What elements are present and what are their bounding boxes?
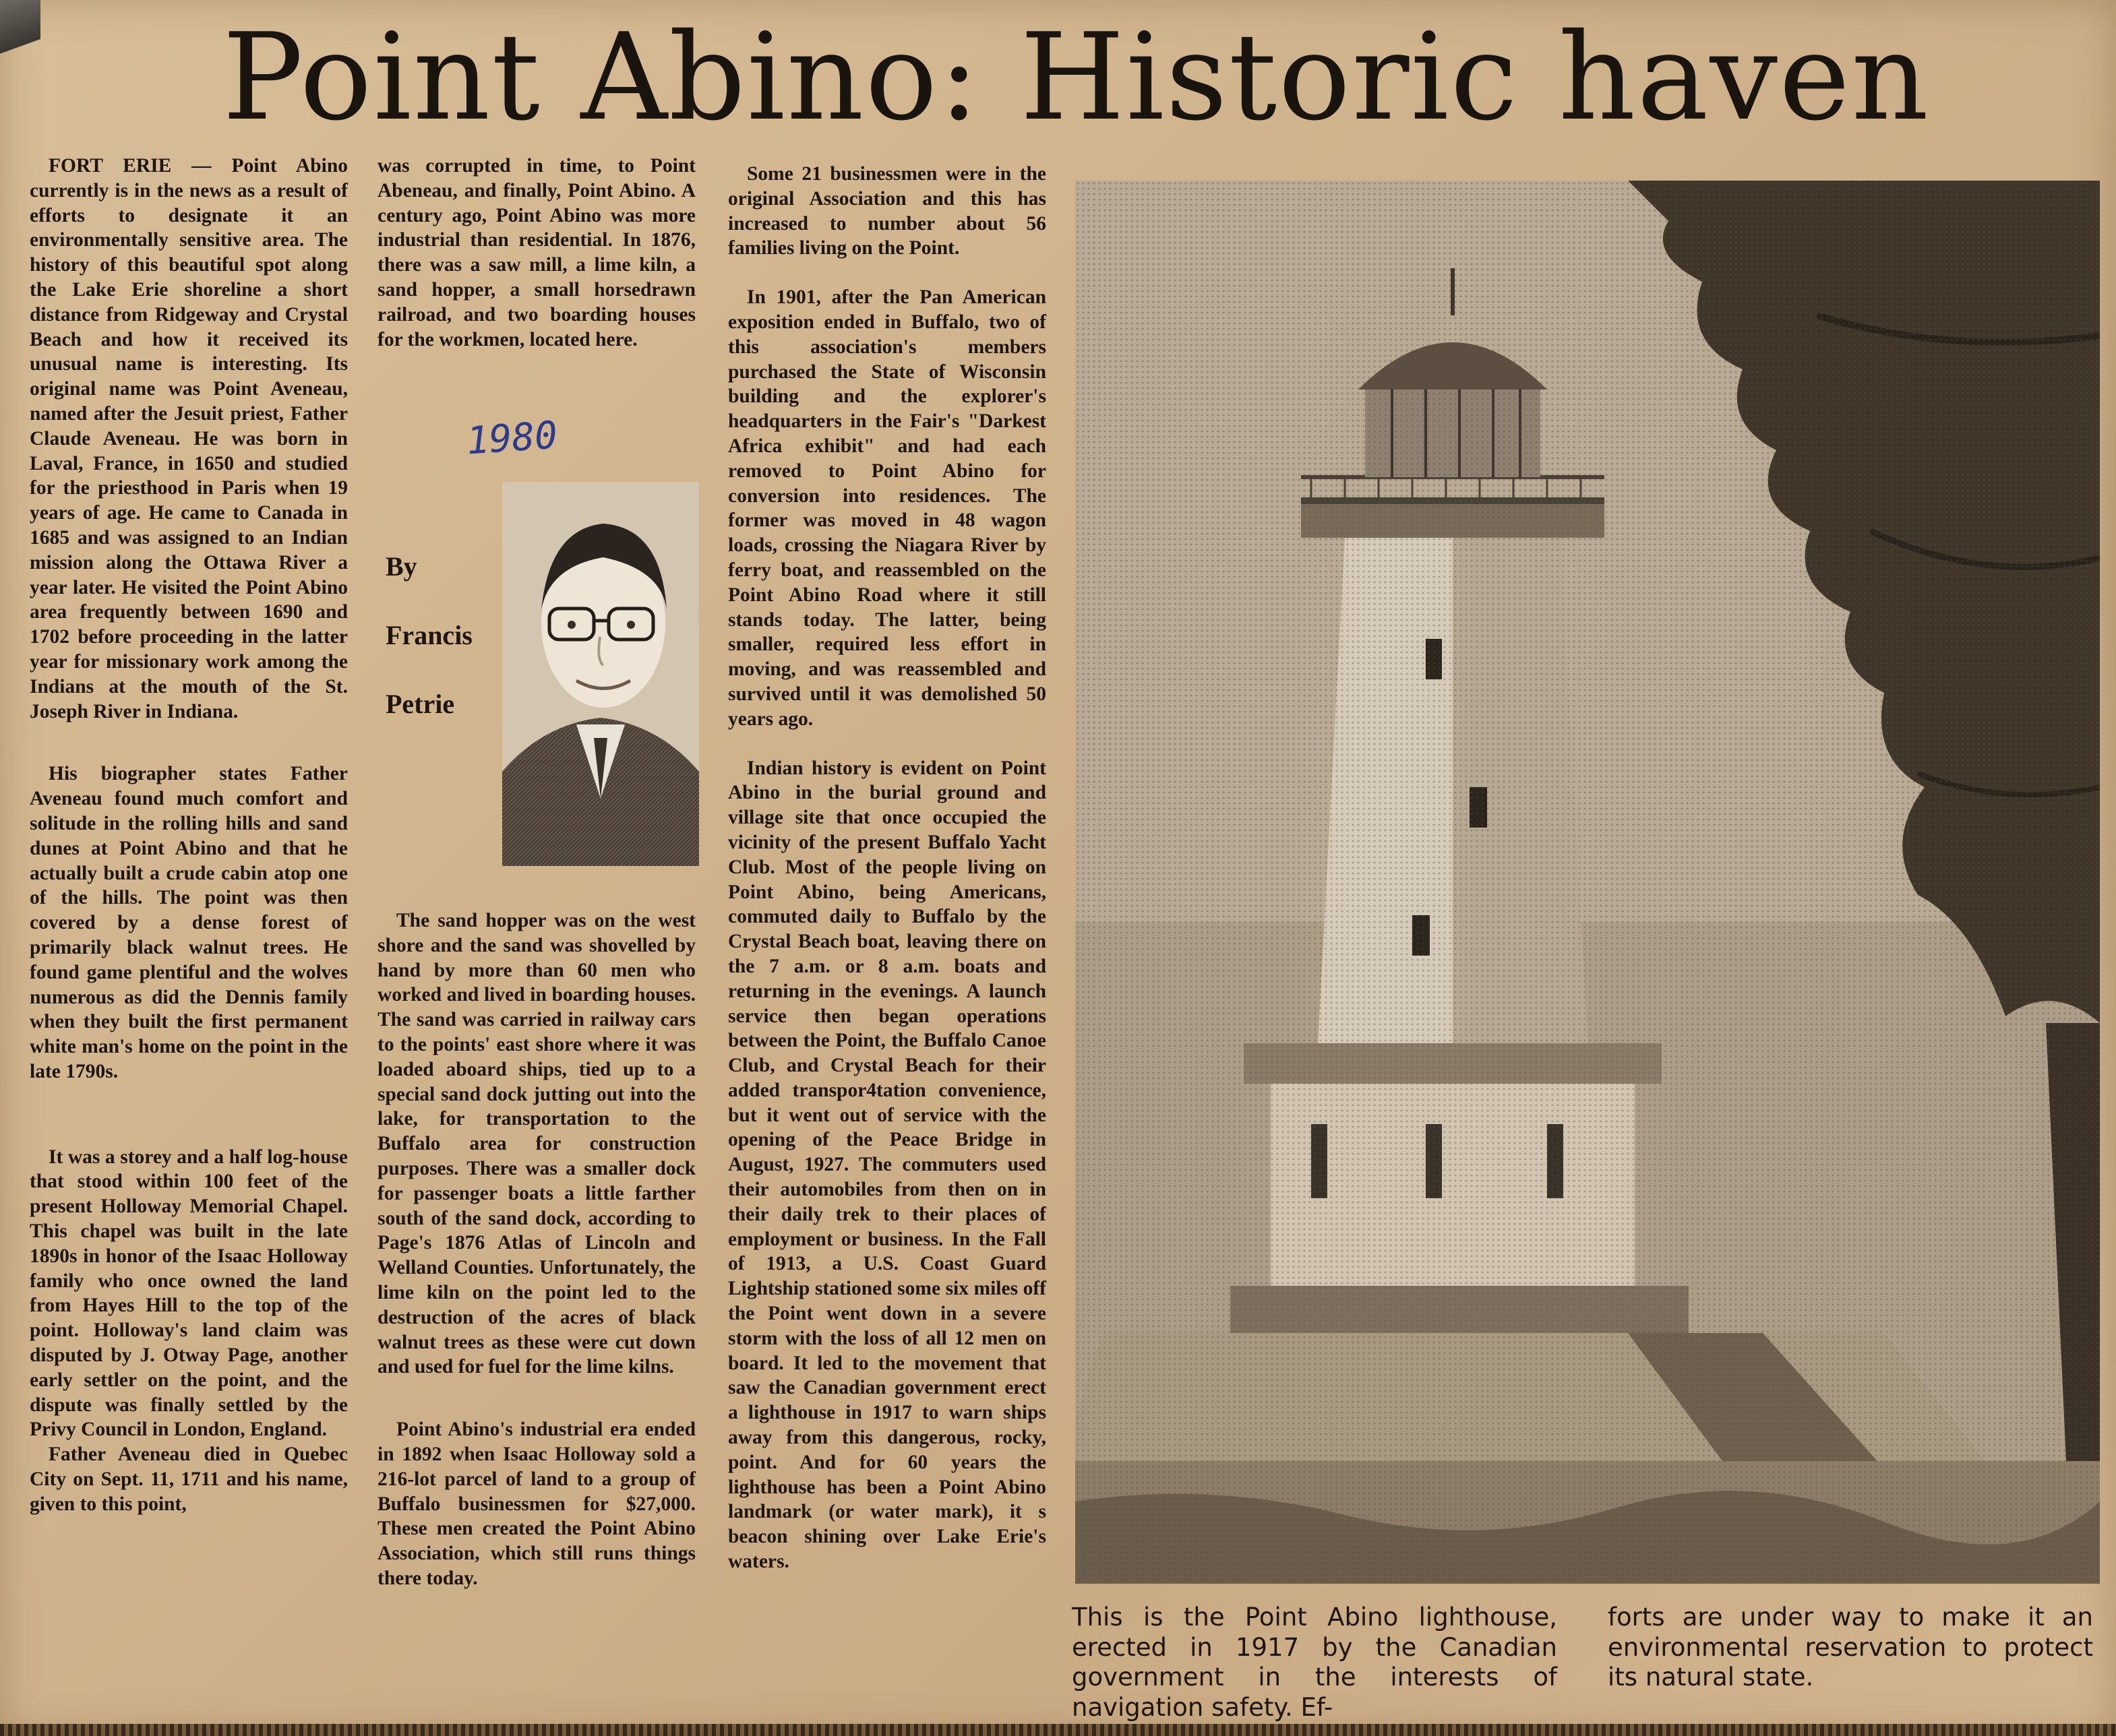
folded-corner — [0, 0, 40, 74]
paragraph: Indian history is evident on Point Abino in the burial ground and village site that once occupied the vicinity of the present Buffalo Yacht Club. Most of the people living on Point Abino, being Americans, commuted daily to Buffalo by the Crystal Beach boat, leaving there on the 7 a.m. or 8 a.m. boats and returning in the evenings. A launch service then began operations between the Point, the Buffalo Canoe Club, and Crystal Beach for their added transpor4tation convenience, but it went out of service with the opening of the Peace Bridge in August, 1927. The commuters used their automobiles from then on in their daily trek to their places of employment or business. In the Fall of 1913, a U.S. Coast Guard Lightship stationed some six miles off the Point went down in a severe storm with the loss of all 12 men on board. It led to the movement that saw the Canadian government erect a lighthouse in 1917 to warn ships away from this dangerous, rocky, point. And for 60 years the lighthouse has been a Point Abino landmark (or water mark), it s beacon shining over Lake Erie's waters. — [728, 757, 1046, 1573]
lighthouse-photo — [1075, 181, 2100, 1584]
byline-last-name: Petrie — [386, 689, 455, 719]
byline — [386, 532, 493, 739]
byline-by: By — [386, 551, 417, 582]
handwritten-year-annotation: 1980 — [464, 413, 559, 464]
headline: Point Abino: Historic haven — [222, 7, 1930, 147]
author-portrait-photo — [502, 482, 699, 866]
paragraph: was corrupted in time, to Point Abeneau, and finally, Point Abino. A century ago, Point Abino was more industrial than residential. In 1876, there was a saw mill, a lime kiln, a sand hopper, a small horsedrawn railroad, and two boarding houses for the workmen, located here. — [377, 155, 696, 350]
paragraph: The sand hopper was on the west shore and the sand was shovelled by hand by more than 60 men who worked and lived in boarding houses. The sand was carried in railway cars to the points' east shore where it was loaded aboard ships, tied up to a special sand dock jutting out into the lake, for transportation to the Buffalo area for construction purposes. There was a smaller dock for passenger boats a little farther south of the sand dock, according to Page's 1876 Atlas of Lincoln and Welland Counties. Unfortunately, the lime kiln on the point led to the destruction of the acres of black walnut trees as these were cut down and used for fuel for the lime kilns. — [377, 910, 696, 1378]
article-column-2-bottom — [377, 908, 696, 1591]
byline-first-name: Francis — [386, 620, 473, 650]
article-column-1 — [30, 154, 348, 1517]
paragraph: Point Abino's industrial era ended in 1892 when Isaac Holloway sold a 216-lot parcel of land to a group of Buffalo businessmen for $27,000. These men created the Point Abino Association, which still runs things there today. — [377, 1419, 696, 1589]
photo-caption-left: This is the Point Abino lighthouse, erected in 1917 by the Canadian government in the interests of navigation safety. Ef- — [1072, 1603, 1557, 1722]
portrait-illustration — [502, 482, 699, 866]
paragraph: FORT ERIE — Point Abino currently is in the news as a result of efforts to designate it an environmentally sensitive area. The history of this beautiful spot along the Lake Erie shoreline a short distance from Ridgeway and Crystal Beach and how it received its unusual name is interesting. Its original name was Point Aveneau, named after the Jesuit priest, Father Claude Aveneau. He was born in Laval, France, in 1650 and studied for the priesthood in Paris when 19 years of age. He came to Canada in 1685 and was assigned to an Indian mission along the Ottawa River a year later. He visited the Point Abino area frequently between 1690 and 1702 before proceeding in the latter year for missionary work among the Indians at the mouth of the St. Joseph River in Indiana. — [30, 155, 348, 722]
paragraph: Father Aveneau died in Quebec City on Sept. 11, 1711 and his name, given to this point, — [30, 1444, 348, 1515]
article-column-2-top — [377, 154, 696, 352]
paragraph: Some 21 businessmen were in the original Association and this has increased to number about 56 families living on the Point. — [728, 163, 1046, 259]
torn-bottom-edge — [0, 1724, 2116, 1736]
paragraph: It was a storey and a half log-house that stood within 100 feet of the present Holloway Memorial Chapel. This chapel was built in the late 1890s in honor of the Isaac Holloway family who once owned the land from Hayes Hill to the top of the point. Holloway's land claim was disputed by J. Otway Page, another early settler on the point, and the dispute was finally settled by the Privy Council in London, England. — [30, 1146, 348, 1441]
paragraph: In 1901, after the Pan American exposition ended in Buffalo, two of this association's members purchased the State of Wisconsin building and the explorer's headquarters in the Fair's "Darkest Africa exhibit" and had each removed to Point Abino for conversion into residences. The former was moved in 48 wagon loads, crossing the Niagara River by ferry boat, and reassembled on the Point Abino Road where it still stands today. The latter, being smaller, required less effort in moving, and was reassembled and survived until it was demolished 50 years ago. — [728, 286, 1046, 730]
lighthouse-illustration — [1075, 181, 2100, 1584]
article-column-3 — [728, 162, 1046, 1574]
paragraph: His biographer states Father Aveneau found much comfort and solitude in the rolling hills and sand dunes at Point Abino and that he actually built a crude cabin atop one of the hills. The point was then covered by a dense forest of primarily black walnut trees. He found game plentiful and the wolves numerous as did the Dennis family when they built the first permanent white man's home on the point in the late 1790s. — [30, 763, 348, 1082]
photo-caption-right: forts are under way to make it an environmental reservation to protect its natural state. — [1608, 1603, 2093, 1692]
